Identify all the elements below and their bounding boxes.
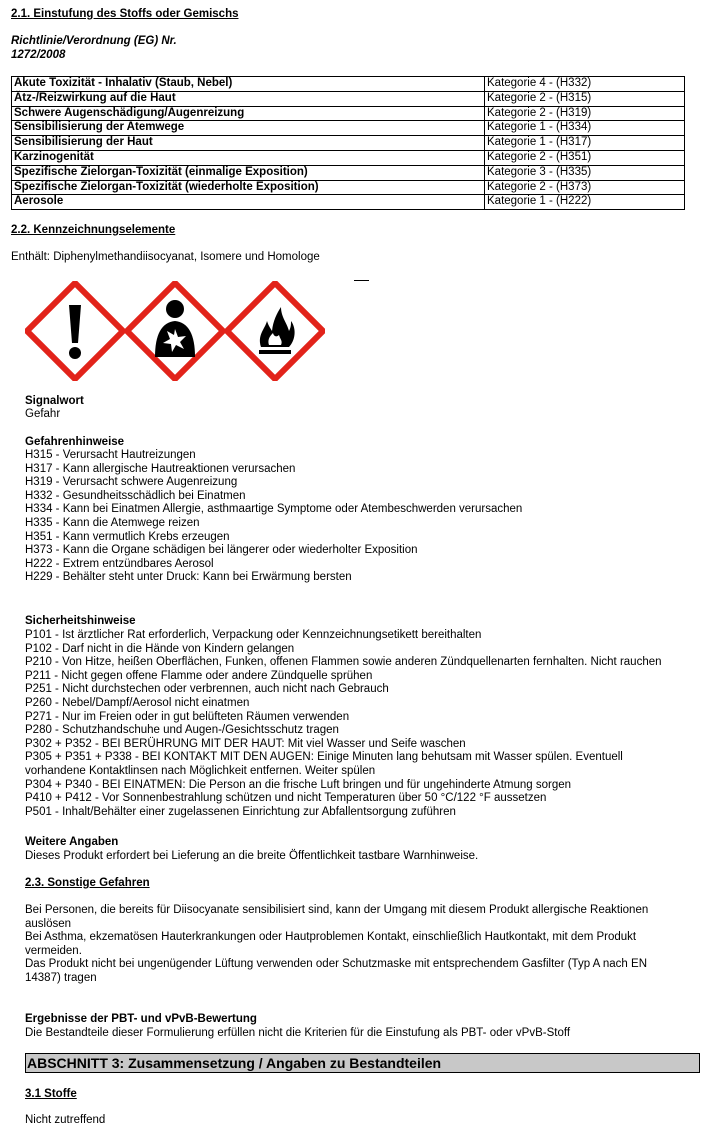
hazard-class-name: Karzinogenität: [12, 150, 485, 165]
section-2-3-heading: 2.3. Sonstige Gefahren: [25, 877, 150, 889]
hazard-statement: H335 - Kann die Atemwege reizen: [25, 516, 200, 529]
hazard-statement: H319 - Verursacht schwere Augenreizung: [25, 476, 238, 489]
hazard-statement: H373 - Kann die Organe schädigen bei längerer oder wiederholter Exposition: [25, 544, 418, 557]
classification-row: [12, 150, 685, 165]
hazard-statement: H317 - Kann allergische Hautreaktionen verursachen: [25, 462, 296, 475]
classification-row: [12, 91, 685, 106]
precaution-statement: P210 - Von Hitze, heißen Oberflächen, Funken, offenen Flammen sowie anderen Zündquellenarten fernhalten. Nicht rauchen: [25, 656, 662, 669]
precaution-statement: P271 - Nur im Freien oder in gut belüfteten Räumen verwenden: [25, 710, 350, 723]
regulation-number: 1272/2008: [11, 49, 66, 61]
other-hazards-line: 14387) tragen: [25, 971, 97, 984]
hazard-statement: H332 - Gesundheitsschädlich bei Einatmen: [25, 489, 246, 502]
hazard-class-name: Akute Toxizität - Inhalativ (Staub, Nebel): [12, 77, 485, 92]
precaution-statement: P501 - Inhalt/Behälter einer zugelassenen Einrichtung zur Abfallentsorgung zuführen: [25, 805, 456, 818]
hazard-category: Kategorie 2 - (H319): [485, 106, 685, 121]
other-hazards-line: Bei Asthma, ekzematösen Hauterkrankungen oder Hautproblemen Kontakt, einschließlich Hautkontakt, mit dem Produkt: [25, 931, 637, 944]
contains-text: Enthält: Diphenylmethandiisocyanat, Isomere und Homologe: [11, 251, 320, 263]
hazard-category: Kategorie 3 - (H335): [485, 165, 685, 180]
classification-row: [12, 136, 685, 151]
precaution-statement: P260 - Nebel/Dampf/Aerosol nicht einatmen: [25, 696, 250, 709]
section-2-1-heading: 2.1. Einstufung des Stoffs oder Gemischs: [11, 8, 239, 20]
pbt-label: Ergebnisse der PBT- und vPvB-Bewertung: [25, 1013, 257, 1025]
other-hazards-line: Bei Personen, die bereits für Diisocyanate sensibilisiert sind, kann der Umgang mit diesem Produkt allergische Reaktionen: [25, 904, 649, 916]
flame-icon: [225, 281, 325, 381]
other-hazards-line: auslösen: [25, 917, 72, 930]
hazard-class-name: Spezifische Zielorgan-Toxizität (einmalige Exposition): [12, 165, 485, 180]
precaution-statement: P302 + P352 - BEI BERÜHRUNG MIT DER HAUT: Mit viel Wasser und Seife waschen: [25, 737, 466, 750]
precaution-statement: P211 - Nicht gegen offene Flamme oder andere Zündquelle sprühen: [25, 669, 373, 682]
precaution-statement: vorhandene Kontaktlinsen nach Möglichkeit entfernen. Weiter spülen: [25, 764, 376, 777]
hazard-category: Kategorie 2 - (H373): [485, 180, 685, 195]
hazard-class-name: Sensibilisierung der Haut: [12, 136, 485, 151]
hazard-class-name: Ätz-/Reizwirkung auf die Haut: [12, 91, 485, 106]
signal-word: Gefahr: [25, 408, 61, 420]
hazard-statement: H351 - Kann vermutlich Krebs erzeugen: [25, 530, 230, 543]
precaution-statements-label: Sicherheitshinweise: [25, 615, 136, 627]
further-info-text: Dieses Produkt erfordert bei Lieferung an die breite Öffentlichkeit tastbare Warnhinweise.: [25, 850, 479, 862]
hazard-statement: H229 - Behälter steht unter Druck: Kann bei Erwärmung bersten: [25, 571, 352, 584]
precaution-statement: P102 - Darf nicht in die Hände von Kindern gelangen: [25, 642, 295, 655]
regulation-label: Richtlinie/Verordnung (EG) Nr.: [11, 35, 177, 47]
precaution-statement: P304 + P340 - BEI EINATMEN: Die Person an die frische Luft bringen und für ungehinderte Atmung sorgen: [25, 778, 572, 791]
precaution-statement: P101 - Ist ärztlicher Rat erforderlich, Verpackung oder Kennzeichnungsetikett bereithalten: [25, 629, 482, 641]
hazard-statement: H222 - Extrem entzündbares Aerosol: [25, 557, 214, 570]
divider-dash: [354, 280, 369, 281]
section-3-1-heading: 3.1 Stoffe: [25, 1088, 77, 1100]
hazard-statement: H334 - Kann bei Einatmen Allergie, asthmaartige Symptome oder Atembeschwerden verursachen: [25, 503, 523, 516]
pbt-text: Die Bestandteile dieser Formulierung erfüllen nicht die Kriterien für die Einstufung als PBT- oder vPvB-Stoff: [25, 1027, 571, 1039]
hazard-category: Kategorie 1 - (H222): [485, 195, 685, 210]
hazard-category: Kategorie 2 - (H351): [485, 150, 685, 165]
hazard-class-name: Sensibilisierung der Atemwege: [12, 121, 485, 136]
signal-word-label: Signalwort: [25, 395, 84, 407]
section-3-banner: ABSCHNITT 3: Zusammensetzung / Angaben zu Bestandteilen: [25, 1053, 700, 1073]
hazard-statements-label: Gefahrenhinweise: [25, 436, 125, 448]
precaution-statement: P280 - Schutzhandschuhe und Augen-/Gesichtsschutz tragen: [25, 724, 339, 737]
precaution-statement: P305 + P351 + P338 - BEI KONTAKT MIT DEN AUGEN: Einige Minuten lang behutsam mit Wasser spülen. Eventuell: [25, 751, 623, 764]
precaution-statement: P410 + P412 - Vor Sonnenbestrahlung schützen und nicht Temperaturen über 50 °C/122 °F aussetzen: [25, 792, 547, 805]
hazard-class-name: Spezifische Zielorgan-Toxizität (wiederholte Exposition): [12, 180, 485, 195]
hazard-category: Kategorie 4 - (H332): [485, 77, 685, 92]
hazard-class-name: Schwere Augenschädigung/Augenreizung: [12, 106, 485, 121]
hazard-category: Kategorie 1 - (H334): [485, 121, 685, 136]
classification-row: [12, 77, 685, 92]
exclamation-mark-icon: [25, 281, 125, 381]
hazard-category: Kategorie 1 - (H317): [485, 136, 685, 151]
further-info-label: Weitere Angaben: [25, 836, 119, 848]
precaution-statement: P251 - Nicht durchstechen oder verbrennen, auch nicht nach Gebrauch: [25, 683, 389, 696]
health-hazard-icon: [125, 281, 225, 381]
precaution-statements-list: [25, 629, 662, 819]
other-hazards-line: vermeiden.: [25, 944, 82, 957]
classification-row: [12, 195, 685, 210]
section-3-1-text: Nicht zutreffend: [25, 1114, 106, 1126]
other-hazards-line: Das Produkt nicht bei ungenügender Lüftung verwenden oder Schutzmaske mit entsprechendem Gasfilter (Typ A nach EN: [25, 958, 647, 971]
classification-table: [11, 76, 685, 210]
hazard-class-name: Aerosole: [12, 195, 485, 210]
section-2-2-heading: 2.2. Kennzeichnungselemente: [11, 224, 176, 236]
classification-row: [12, 121, 685, 136]
hazard-statement: H315 - Verursacht Hautreizungen: [25, 449, 196, 461]
hazard-category: Kategorie 2 - (H315): [485, 91, 685, 106]
hazard-statements-list: [25, 449, 522, 585]
classification-row: [12, 106, 685, 121]
classification-row: [12, 165, 685, 180]
classification-row: [12, 180, 685, 195]
other-hazards-text: [25, 904, 648, 986]
